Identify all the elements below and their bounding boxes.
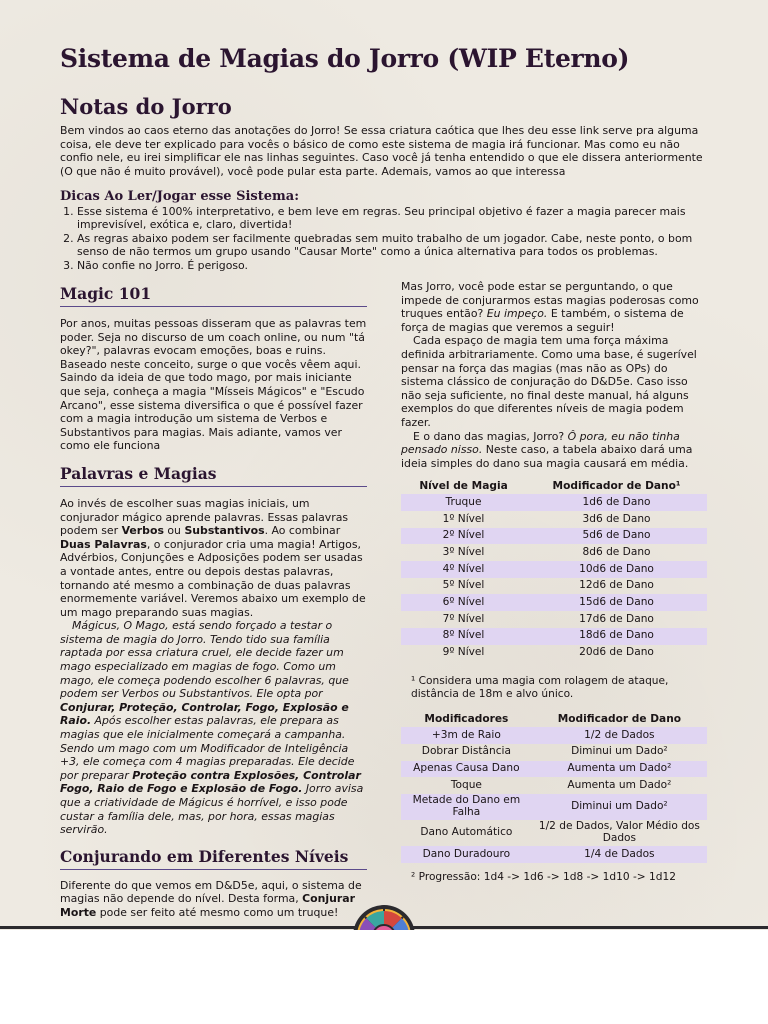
intro-paragraph: Bem vindos ao caos eterno das anotações do Jorro! Se essa criatura caótica que lhes deu esse link serve pra alguma coisa, ele deve ter explicado para vocês o básico de como este sistema de magia irá funcionar. Mas como eu não confio nele, eu irei simplificar ele nas linhas seguintes. Caso você já tenha entendido o que ele dissera anteriormente (O que não é muito provável), você pode pular esta parte. Ademais, vamos ao que interessa: [60, 124, 703, 179]
table-cell: 18d6 de Dano: [526, 628, 707, 645]
table-cell: 1/4 de Dados: [532, 846, 707, 863]
table-cell: 1º Nível: [442, 512, 485, 525]
table-cell: 1d6 de Dano: [526, 494, 707, 511]
table-cell: 7º Nível: [442, 612, 485, 625]
rose-window-emblem-icon: [351, 903, 417, 930]
table-header: Nível de Magia: [419, 479, 508, 492]
table-cell: 2º Nível: [401, 528, 526, 545]
table-cell: 12d6 de Dano: [579, 579, 654, 592]
right-column: [401, 280, 707, 883]
table-cell: Diminui um Dado²: [532, 794, 707, 820]
table2-footnote: ² Progressão: 1d4 -> 1d6 -> 1d8 -> 1d10 -> 1d12: [411, 870, 676, 883]
page-title: Sistema de Magias do Jorro (WIP Eterno): [60, 44, 630, 73]
table1-footnote: ¹ Considera uma magia com rolagem de ataque, distância de 18m e alvo único.: [411, 675, 669, 700]
table-row: [401, 611, 707, 628]
left-column: [60, 284, 367, 920]
table-header: Modificador de Dano: [557, 712, 682, 725]
table-cell: 8º Nível: [401, 628, 526, 645]
table-row: [401, 761, 707, 778]
table-header: Modificador de Dano¹: [552, 479, 681, 492]
dicas-list: [60, 205, 727, 272]
table-cell: Truque: [401, 494, 526, 511]
table-cell: Toque: [450, 778, 482, 791]
dicas-heading: Dicas Ao Ler/Jogar esse Sistema:: [60, 189, 300, 204]
table-row: [401, 628, 707, 645]
table-row: [401, 744, 707, 761]
table-cell: 4º Nível: [401, 561, 526, 578]
table-cell: 10d6 de Dano: [526, 561, 707, 578]
right-paragraph-3: E o dano das magias, Jorro? Ô pora, eu não tinha pensado nisso. Neste caso, a tabela abaixo dará uma ideia simples do dano sua magia causará em média.: [401, 429, 693, 470]
magic101-heading: Magic 101: [60, 284, 367, 307]
table-cell: 20d6 de Dano: [579, 646, 654, 659]
table-row: [401, 846, 707, 863]
table-cell: Aumenta um Dado²: [532, 761, 707, 778]
table-header-row: [401, 710, 707, 727]
list-item: 1. Esse sistema é 100% interpretativo, e bem leve em regras. Seu principal objetivo é fazer a magia parecer mais imprevisível, exótica e, claro, divertida!: [77, 205, 727, 232]
right-paragraph-1: Mas Jorro, você pode estar se perguntando, o que impede de conjurarmos estas magias poderosas como truques então? Eu impeço. E também, o sistema de força de magias que veremos a seguir!: [401, 280, 699, 334]
table-row: [401, 494, 707, 511]
table-cell: +3m de Raio: [401, 727, 532, 744]
example-paragraph: Mágicus, O Mago, está sendo forçado a testar o sistema de magia do Jorro. Tendo tido sua família raptada por essa criatura cruel, ele decide fazer um mago especializado em magias de fogo. Como um mago, ele começa podendo escolher 6 palavras, que podem ser Verbos ou Substantivos. Ele opta por Conjurar, Proteção, Controlar, Fogo, Explosão e Raio. Após escolher estas palavras, ele prepara as magias que ele inicialmente começará a campanha. Sendo um mago com um Modificador de Inteligência +3, ele começa com 4 magias preparadas. Ele decide por preparar Proteção contra Explosões, Controlar Fogo, Raio de Fogo e Explosão de Fogo. Jorro avisa que a criatividade de Mágicus é horrível, e isso pode custar a família dele, mas, por hora, essas magias servirão.: [60, 619, 364, 837]
table-cell: Dano Duradouro: [401, 846, 532, 863]
conjurando-paragraph: Diferente do que vemos em D&D5e, aqui, o sistema de magias não depende do nível. Desta forma, Conjurar Morte pode ser feito até mesmo como um truque!: [60, 878, 362, 919]
damage-table: [401, 477, 707, 661]
table-cell: 8d6 de Dano: [582, 545, 651, 558]
table-cell: 17d6 de Dano: [579, 612, 654, 625]
modifiers-table: [401, 710, 707, 862]
table-row: [401, 511, 707, 528]
table-cell: 3d6 de Dano: [582, 512, 651, 525]
table-cell: Metade do Dano em Falha: [401, 794, 532, 820]
table-header-row: [401, 477, 707, 494]
table-cell: Apenas Causa Dano: [401, 761, 532, 778]
palavras-paragraph: Ao invés de escolher suas magias iniciais, um conjurador mágico aprende palavras. Essas palavras podem ser Verbos ou Substantivos. Ao combinar Duas Palavras, o conjurador cria uma magia! Artigos, Advérbios, Conjunções e Adposições podem ser usadas a vontade antes, entre ou depois destas palavras, tornando até mesmo a combinação de duas palavras enormemente variável. Veremos abaixo um exemplo de um mago preparando suas magias.: [60, 496, 366, 619]
table-row: [401, 645, 707, 662]
table-row: [401, 727, 707, 744]
table-row: [401, 544, 707, 561]
table-row: [401, 594, 707, 611]
table-cell: 5d6 de Dano: [526, 528, 707, 545]
table-cell: Diminui um Dado²: [571, 745, 668, 758]
table-row: [401, 794, 707, 820]
notas-heading: Notas do Jorro: [60, 94, 232, 119]
table-header: Modificadores: [424, 712, 509, 725]
magic101-paragraph: Por anos, muitas pessoas disseram que as palavras tem poder. Seja no discurso de um coach online, ou num "tá okey?", palavras evocam emoções, boas e ruins. Baseado neste conceito, surge o que vocês vêem aqui. Saindo da ideia de que todo mago, por mais iniciante que seja, conheça a magia "Mísseis Mágicos" e "Escudo Arcano", esse sistema diversifica o que é possível fazer com a magia introdução um sistema de Verbos e Substantivos para magias. Mais adiante, vamos ver como ele funciona: [60, 317, 367, 453]
table-cell: Aumenta um Dado²: [567, 778, 672, 791]
table-cell: 6º Nível: [401, 594, 526, 611]
table-cell: 1/2 de Dados: [532, 727, 707, 744]
conjurando-heading: Conjurando em Diferentes Níveis: [60, 847, 367, 870]
table-cell: 3º Nível: [442, 545, 485, 558]
table-cell: 15d6 de Dano: [526, 594, 707, 611]
list-item: 3. Não confie no Jorro. É perigoso.: [77, 259, 727, 272]
palavras-heading: Palavras e Magias: [60, 464, 367, 487]
table-row: [401, 578, 707, 595]
table-cell: Dobrar Distância: [421, 745, 511, 758]
table-row: [401, 820, 707, 846]
list-item: 2. As regras abaixo podem ser facilmente quebradas sem muito trabalho de um jogador. Cabe, neste ponto, o bom senso de não termos um grupo usando "Causar Morte" como a única alternativa para todos os problemas.: [77, 232, 727, 259]
right-paragraph-2: Cada espaço de magia tem uma força máxima definida arbitrariamente. Como uma base, é sugerível pensar na força das magias (mas não as OPs) do sistema clássico de conjuração do D&D5e. Caso isso não seja suficiente, no final deste manual, há alguns exemplos do que diferentes níveis de magia podem fazer.: [401, 334, 697, 429]
table-cell: 1/2 de Dados, Valor Médio dos Dados: [538, 820, 700, 844]
table-row: [401, 777, 707, 794]
table-row: [401, 561, 707, 578]
table-cell: Dano Automático: [420, 826, 513, 839]
table-cell: 9º Nível: [442, 646, 485, 659]
table-cell: 5º Nível: [442, 579, 485, 592]
table-row: [401, 528, 707, 545]
